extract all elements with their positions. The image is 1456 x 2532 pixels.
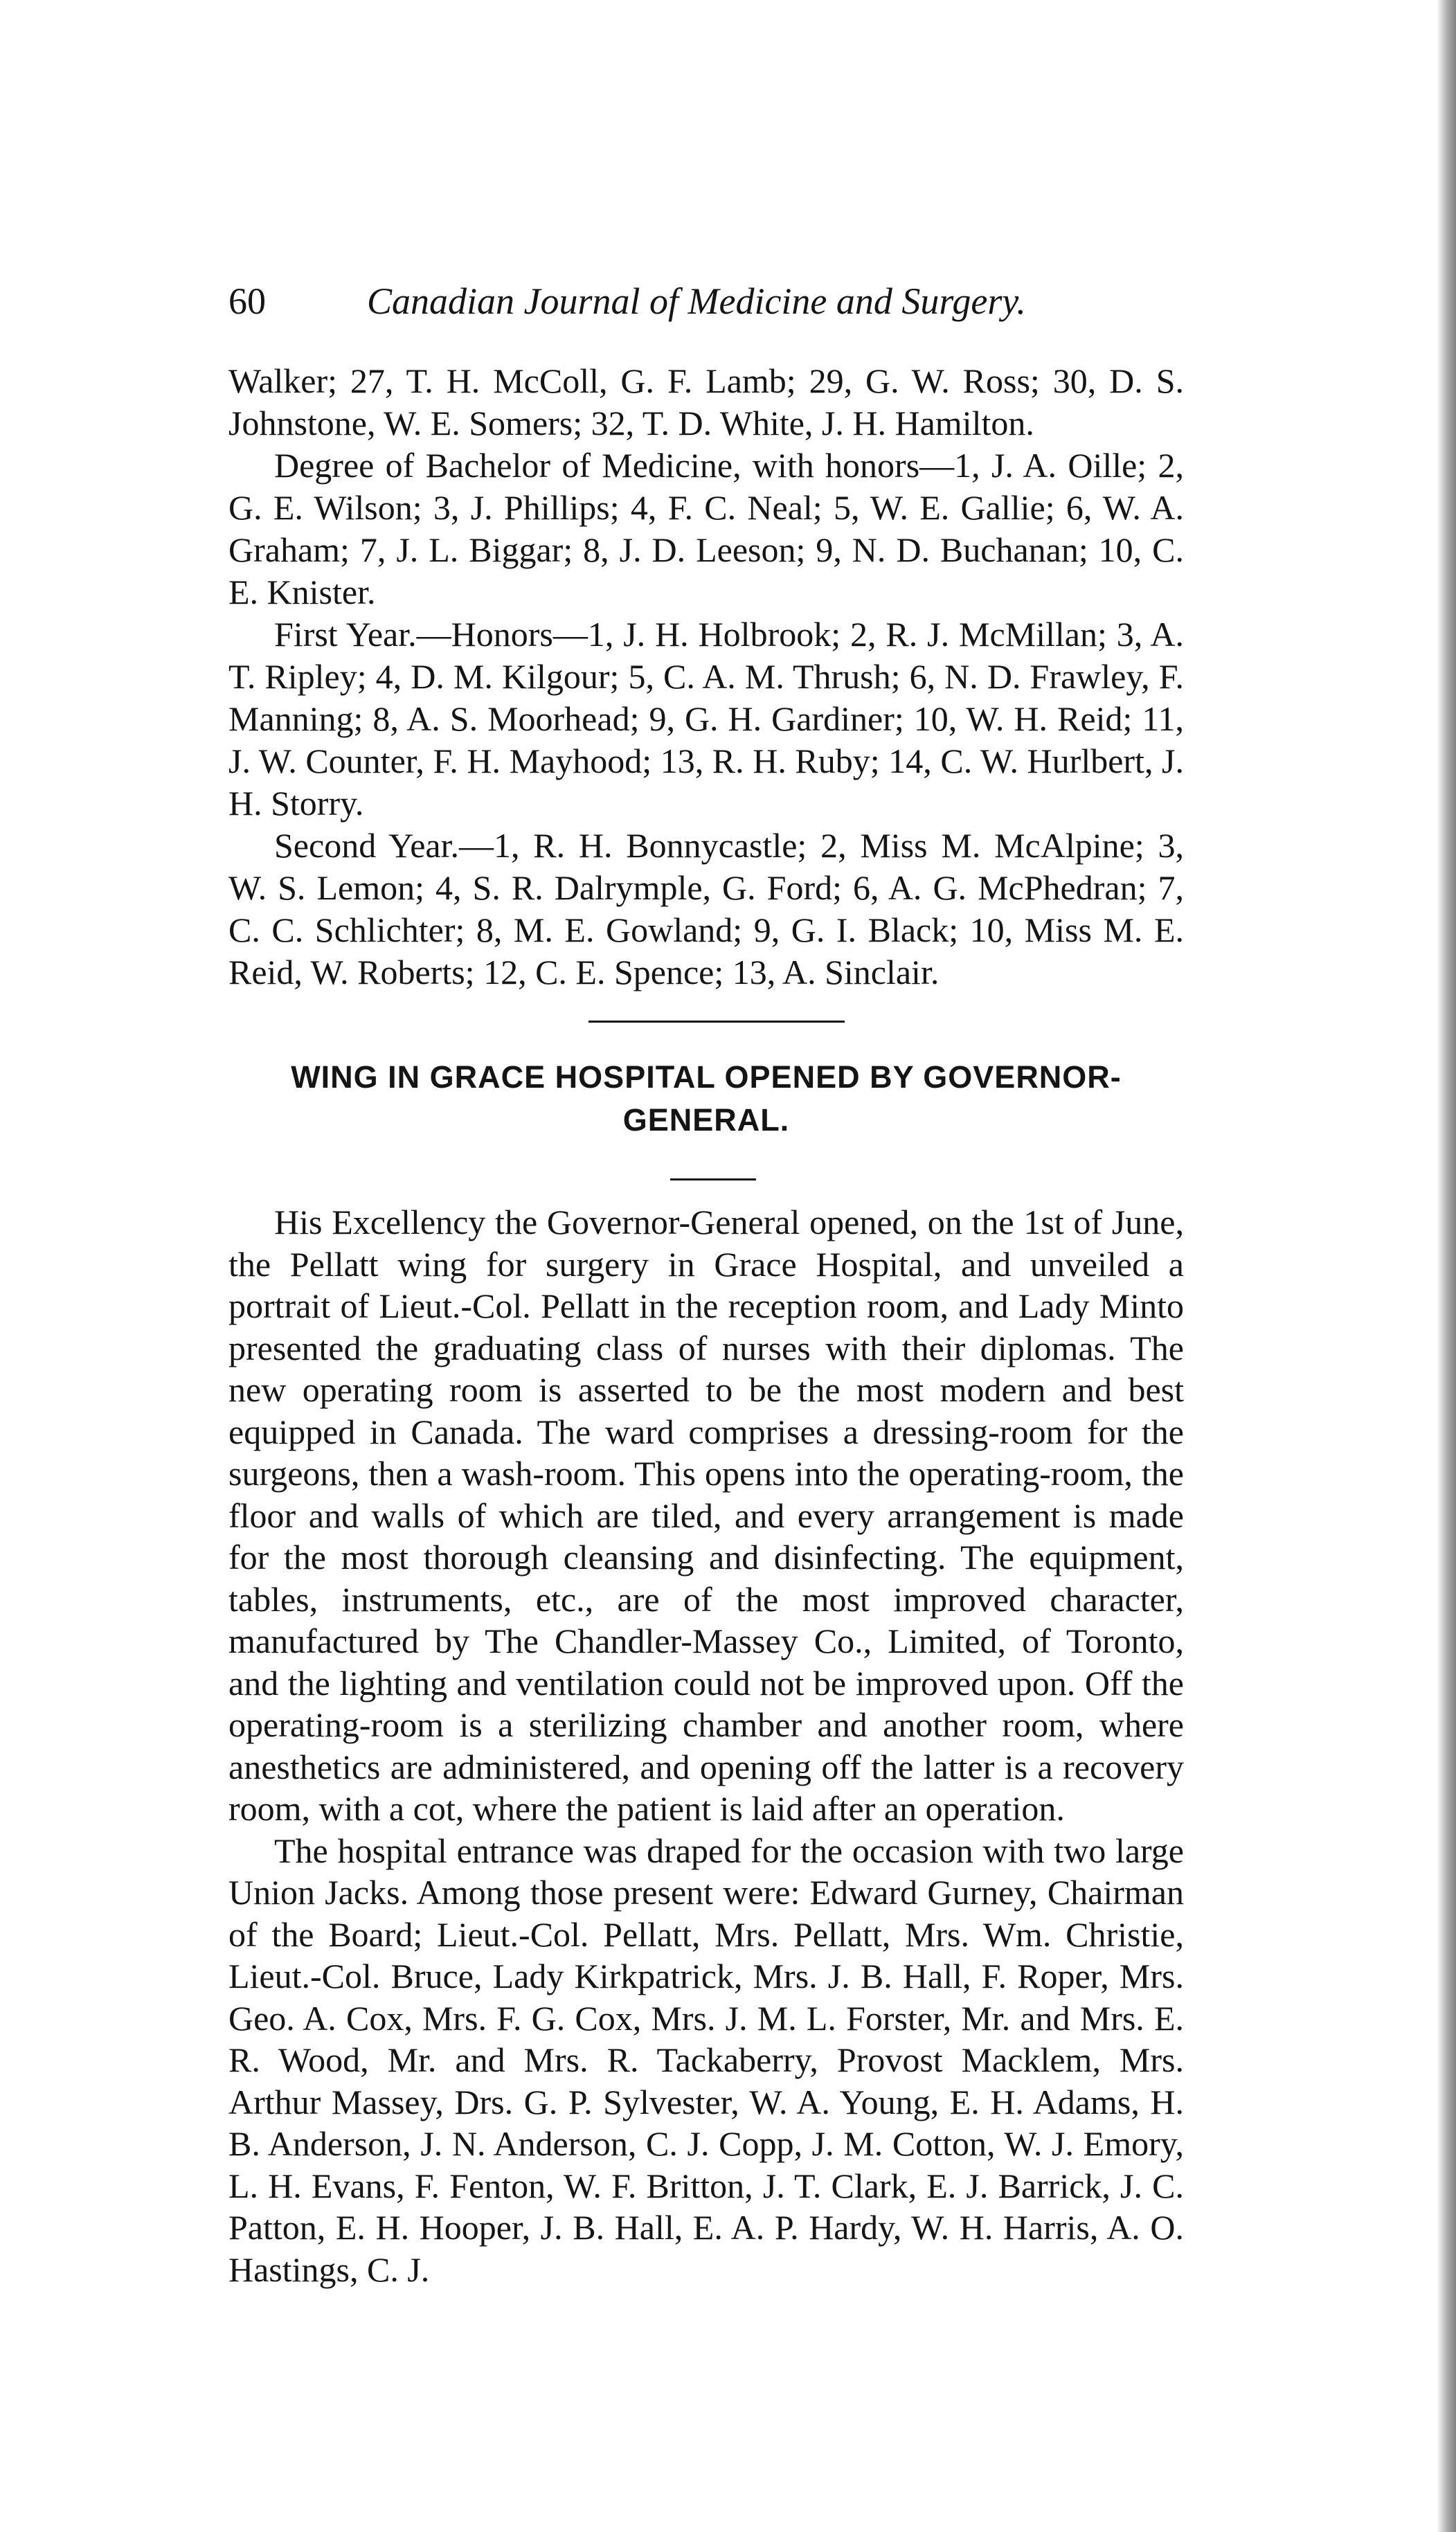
running-title: Canadian Journal of Medicine and Surgery. bbox=[367, 280, 1026, 322]
section-divider bbox=[588, 1021, 845, 1023]
scan-edge-shadow bbox=[1437, 0, 1456, 2532]
results-paragraph-bachelor-medicine: Degree of Bachelor of Medicine, with honors—1, J. A. Oille; 2, G. E. Wilson; 3, J. Phillips; 4, F. C. Neal; 5, W. E. Gallie; 6, W. A. Graham; 7, J. L. Biggar; 8, J. D. Leeson; 9, N. D. Buchanan; 10, C. E. Knister. bbox=[228, 446, 1184, 611]
article-body bbox=[228, 1201, 1184, 2290]
article-paragraph-opening: His Excellency the Governor-General opened, on the 1st of June, the Pellatt wing for surgery in Grace Hospital, and unveiled a portrait of Lieut.-Col. Pellatt in the reception room, and Lady Minto presented the graduating class of nurses with their diplomas. The new operating room is asserted to be the most modern and best equipped in Canada. The ward comprises a dressing-room for the surgeons, then a wash-room. This opens into the operating-room, the floor and walls of which are tiled, and every arrangement is made for the most thorough cleansing and disinfecting. The equipment, tables, instruments, etc., are of the most improved character, manufactured by The Chandler-Massey Co., Limited, of Toronto, and the lighting and ventilation could not be improved upon. Off the operating-room is a sterilizing chamber and another room, where anesthetics are administered, and opening off the latter is a recovery room, with a cot, where the patient is laid after an operation. bbox=[228, 1203, 1184, 1828]
results-paragraph-first-year: First Year.—Honors—1, J. H. Holbrook; 2, R. J. McMillan; 3, A. T. Ripley; 4, D. M. Kilgour; 5, C. A. M. Thrush; 6, N. D. Frawley, F. Manning; 8, A. S. Moorhead; 9, G. H. Gardiner; 10, W. H. Reid; 11, J. W. Counter, F. H. Mayhood; 13, R. H. Ruby; 14, C. W. Hurlbert, J. H. Storry. bbox=[228, 615, 1184, 823]
results-paragraph-second-year: Second Year.—1, R. H. Bonnycastle; 2, Miss M. McAlpine; 3, W. S. Lemon; 4, S. R. Dalrymple, G. Ford; 6, A. G. McPhedran; 7, C. C. Schlichter; 8, M. E. Gowland; 9, G. I. Black; 10, Miss M. E. Reid, W. Roberts; 12, C. E. Spence; 13, A. Sinclair. bbox=[228, 826, 1184, 991]
page-header bbox=[228, 273, 1184, 329]
headline-underline bbox=[670, 1178, 756, 1180]
page-number: 60 bbox=[228, 280, 266, 322]
article-paragraph-attendees: The hospital entrance was draped for the occasion with two large Union Jacks. Among those present were: Edward Gurney, Chairman of the Board; Lieut.-Col. Pellatt, Mrs. Pellatt, Mrs. Wm. Christie, Lieut.-Col. Bruce, Lady Kirkpatrick, Mrs. J. B. Hall, F. Roper, Mrs. Geo. A. Cox, Mrs. F. G. Cox, Mrs. J. M. L. Forster, Mr. and Mrs. E. R. Wood, Mr. and Mrs. R. Tackaberry, Provost Macklem, Mrs. Arthur Massey, Drs. G. P. Sylvester, W. A. Young, E. H. Adams, H. B. Anderson, J. N. Anderson, C. J. Copp, J. M. Cotton, W. J. Emory, L. H. Evans, F. Fenton, W. F. Britton, J. T. Clark, E. J. Barrick, J. C. Patton, E. H. Hooper, J. B. Hall, E. A. P. Hardy, W. H. Harris, A. O. Hastings, C. J. bbox=[228, 1831, 1184, 2289]
article-headline: WING IN GRACE HOSPITAL OPENED BY GOVERNOR-GENERAL. bbox=[291, 1059, 1122, 1138]
results-list bbox=[228, 360, 1184, 994]
results-paragraph-continued: Walker; 27, T. H. McColl, G. F. Lamb; 29, G. W. Ross; 30, D. S. Johnstone, W. E. Somers; 32, T. D. White, J. H. Hamilton. bbox=[228, 361, 1184, 442]
